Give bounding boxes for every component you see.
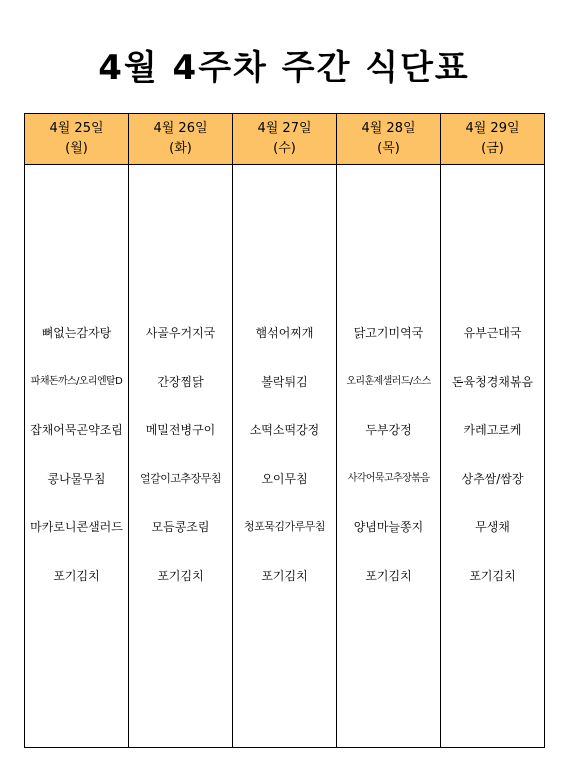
day-header-mon <box>25 114 129 165</box>
dish-item: 상추쌈/쌈장 <box>461 471 524 486</box>
dish-item: 사각어묵고추장볶음 <box>347 472 430 484</box>
dish-item: 두부강정 <box>365 423 412 437</box>
day-date: 4월 27일 <box>257 121 312 136</box>
day-date: 4월 28일 <box>361 121 416 136</box>
day-menu-tue <box>129 165 233 748</box>
dish-list <box>337 165 440 614</box>
dish-item: 카레고로케 <box>463 423 522 437</box>
dish-item: 모듬콩조림 <box>151 520 210 534</box>
dish-item: 닭고기미역국 <box>353 326 424 340</box>
day-weekday: (금) <box>481 141 504 156</box>
dish-item: 무생채 <box>475 520 510 534</box>
dish-list <box>129 165 232 614</box>
day-menu-wed <box>233 165 337 748</box>
dish-item: 오리훈제샐러드/소스 <box>346 375 431 387</box>
dish-item: 볼락튀김 <box>261 374 308 389</box>
dish-item: 포기김치 <box>53 568 100 583</box>
dish-item: 햄섞어찌개 <box>255 326 314 340</box>
dish-item: 마카로니콘샐러드 <box>30 520 123 534</box>
dish-item: 돈육청경채볶음 <box>451 374 534 389</box>
dish-item: 포기김치 <box>469 568 516 583</box>
day-menu-thu <box>337 165 441 748</box>
day-date: 4월 25일 <box>49 121 104 136</box>
dish-item: 얼갈이고추장무침 <box>139 471 221 485</box>
dish-item: 오이무침 <box>261 471 308 486</box>
day-weekday: (수) <box>273 141 296 156</box>
dish-item: 양념마늘쫑지 <box>353 520 424 534</box>
day-header-wed <box>233 114 337 165</box>
day-header-row <box>25 114 545 165</box>
dish-item: 소떡소떡강정 <box>249 423 320 437</box>
weekly-menu-table <box>24 113 545 748</box>
day-header-thu <box>337 114 441 165</box>
dish-item: 유부근대국 <box>463 326 522 340</box>
dish-list <box>233 165 336 614</box>
page-title: 4월 4주차 주간 식단표 <box>98 48 470 88</box>
dish-list <box>25 165 128 614</box>
day-date: 4월 26일 <box>153 121 208 136</box>
dish-item: 청포묵김가루무침 <box>243 520 325 533</box>
day-menu-mon <box>25 165 129 748</box>
dish-row <box>25 165 545 748</box>
dish-item: 콩나물무침 <box>47 471 106 486</box>
dish-item: 파채돈까스/오리엔탈D <box>30 375 123 387</box>
day-header-fri <box>441 114 545 165</box>
day-header-tue <box>129 114 233 165</box>
day-weekday: (목) <box>377 141 400 156</box>
day-weekday: (화) <box>169 141 192 156</box>
day-menu-fri <box>441 165 545 748</box>
day-weekday: (월) <box>65 141 88 156</box>
dish-item: 포기김치 <box>157 568 204 583</box>
dish-item: 메밀전병구이 <box>145 423 216 437</box>
dish-item: 뼈없는감자탕 <box>41 326 112 340</box>
dish-item: 간장찜닭 <box>157 374 204 389</box>
dish-list <box>441 165 544 614</box>
dish-item: 포기김치 <box>261 568 308 583</box>
dish-item: 잡채어묵곤약조림 <box>30 423 123 437</box>
dish-item: 포기김치 <box>365 568 412 583</box>
dish-item: 사골우거지국 <box>145 326 216 340</box>
day-date: 4월 29일 <box>465 121 520 136</box>
